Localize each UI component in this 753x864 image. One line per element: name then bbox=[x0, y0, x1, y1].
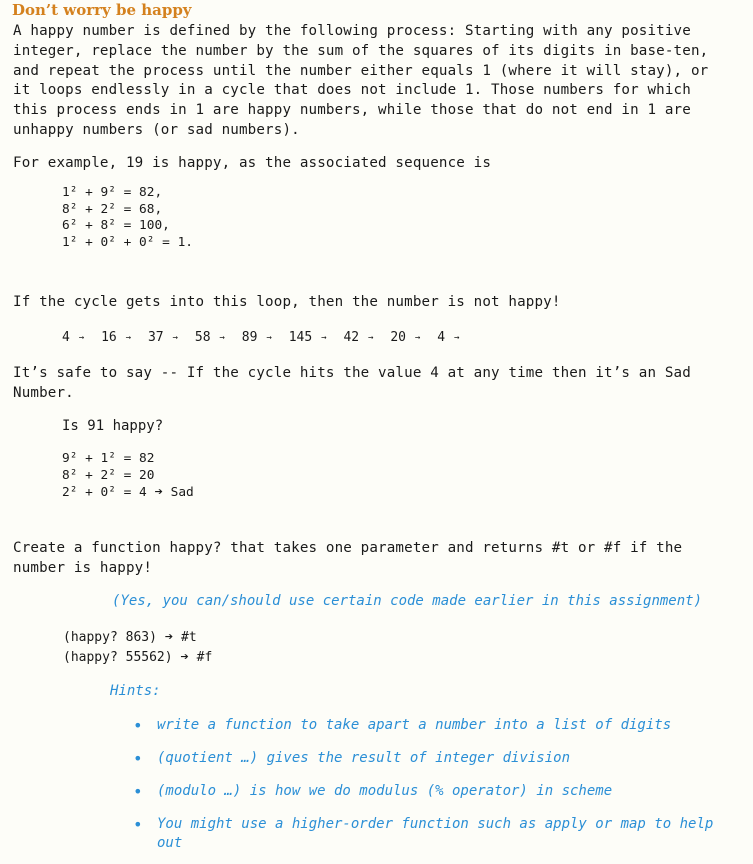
math-step: 9² + 1² = 82 bbox=[62, 451, 155, 466]
intro-line: unhappy numbers (or sad numbers). bbox=[13, 121, 300, 138]
bullet-icon: • bbox=[133, 749, 143, 768]
bullet-icon: • bbox=[133, 782, 143, 801]
intro-paragraph bbox=[13, 22, 708, 141]
math-step: 1² + 9² = 82, bbox=[62, 185, 163, 200]
math-step: 8² + 2² = 20 bbox=[62, 467, 155, 483]
small-right-arrow-icon: → bbox=[368, 333, 374, 343]
loop-value: 42 bbox=[343, 330, 360, 345]
loop-value: 4 bbox=[62, 330, 70, 345]
bold-right-arrow-icon: ➔ bbox=[180, 648, 189, 665]
hint-item: • You might use a higher-order function such as apply or map to help out bbox=[133, 815, 714, 851]
small-right-arrow-icon: → bbox=[219, 333, 225, 343]
small-right-arrow-icon: → bbox=[125, 333, 132, 343]
bullet-icon: • bbox=[133, 716, 143, 735]
small-right-arrow-icon: → bbox=[172, 333, 179, 343]
task-paragraph: Create a function happy? that takes one parameter and returns #t or #f if the number is happy! bbox=[13, 540, 683, 576]
intro-line: this process ends in 1 are happy numbers, while those that do not end in 1 are bbox=[13, 102, 691, 119]
reuse-code-note: (Yes, you can/should use certain code made earlier in this assignment) bbox=[112, 593, 703, 609]
small-right-arrow-icon: → bbox=[321, 333, 327, 343]
example-19-sequence bbox=[62, 185, 193, 251]
loop-value: 37 bbox=[147, 330, 164, 345]
hint-item: • write a function to take apart a number into a list of digits bbox=[133, 716, 672, 735]
intro-line: integer, replace the number by the sum of the squares of its digits in base-ten, bbox=[13, 42, 709, 59]
loop-value: 89 bbox=[241, 330, 258, 345]
sad-loop-sequence bbox=[62, 330, 469, 345]
bold-right-arrow-icon: ➔ bbox=[164, 629, 174, 645]
intro-line: A happy number is defined by the following process: Starting with any positive bbox=[13, 23, 691, 39]
question-91: Is 91 happy? bbox=[62, 418, 164, 434]
math-step: 6² + 8² = 100, bbox=[62, 218, 170, 233]
safe-note: It’s safe to say -- If the cycle hits the value 4 at any time then it’s an Sad Number. bbox=[13, 365, 691, 401]
small-right-arrow-icon: → bbox=[454, 333, 460, 343]
loop-value: 4 bbox=[437, 330, 446, 345]
intro-line: it loops endlessly in a cycle that does not include 1. Those numbers for which bbox=[13, 82, 691, 99]
usage-examples bbox=[63, 628, 212, 667]
loop-value: 16 bbox=[101, 330, 117, 345]
small-right-arrow-icon: → bbox=[266, 333, 272, 343]
loop-value: 58 bbox=[194, 330, 211, 345]
math-step: 8² + 2² = 68, bbox=[62, 201, 163, 217]
example-call: (happy? 863) ➔ #t bbox=[63, 629, 197, 645]
page-title: Don’t worry be happy bbox=[12, 1, 192, 19]
small-right-arrow-icon: → bbox=[415, 333, 421, 343]
hint-item: • (quotient …) gives the result of integer division bbox=[133, 749, 571, 768]
example-call: (happy? 55562) ➔ #f bbox=[63, 648, 213, 665]
q91-sequence bbox=[62, 451, 194, 502]
bullet-icon: • bbox=[133, 815, 143, 834]
loop-value: 145 bbox=[288, 330, 313, 345]
hints-label: Hints: bbox=[110, 683, 161, 699]
loop-intro: If the cycle gets into this loop, then the number is not happy! bbox=[13, 294, 561, 310]
hints-list bbox=[110, 716, 717, 853]
example-intro: For example, 19 is happy, as the associated sequence is bbox=[13, 155, 492, 171]
math-step-final: 2² + 0² = 4 ➔ Sad bbox=[62, 484, 194, 500]
small-right-arrow-icon: → bbox=[78, 333, 85, 343]
q91-result: Sad bbox=[170, 485, 194, 500]
loop-value: 20 bbox=[390, 330, 406, 345]
intro-line: and repeat the process until the number either equals 1 (where it will stay), or bbox=[13, 62, 709, 79]
math-step: 1² + 0² + 0² = 1. bbox=[62, 234, 193, 250]
bold-right-arrow-icon: ➔ bbox=[154, 484, 163, 500]
hint-item: • (modulo …) is how we do modulus (% operator) in scheme bbox=[133, 782, 613, 801]
